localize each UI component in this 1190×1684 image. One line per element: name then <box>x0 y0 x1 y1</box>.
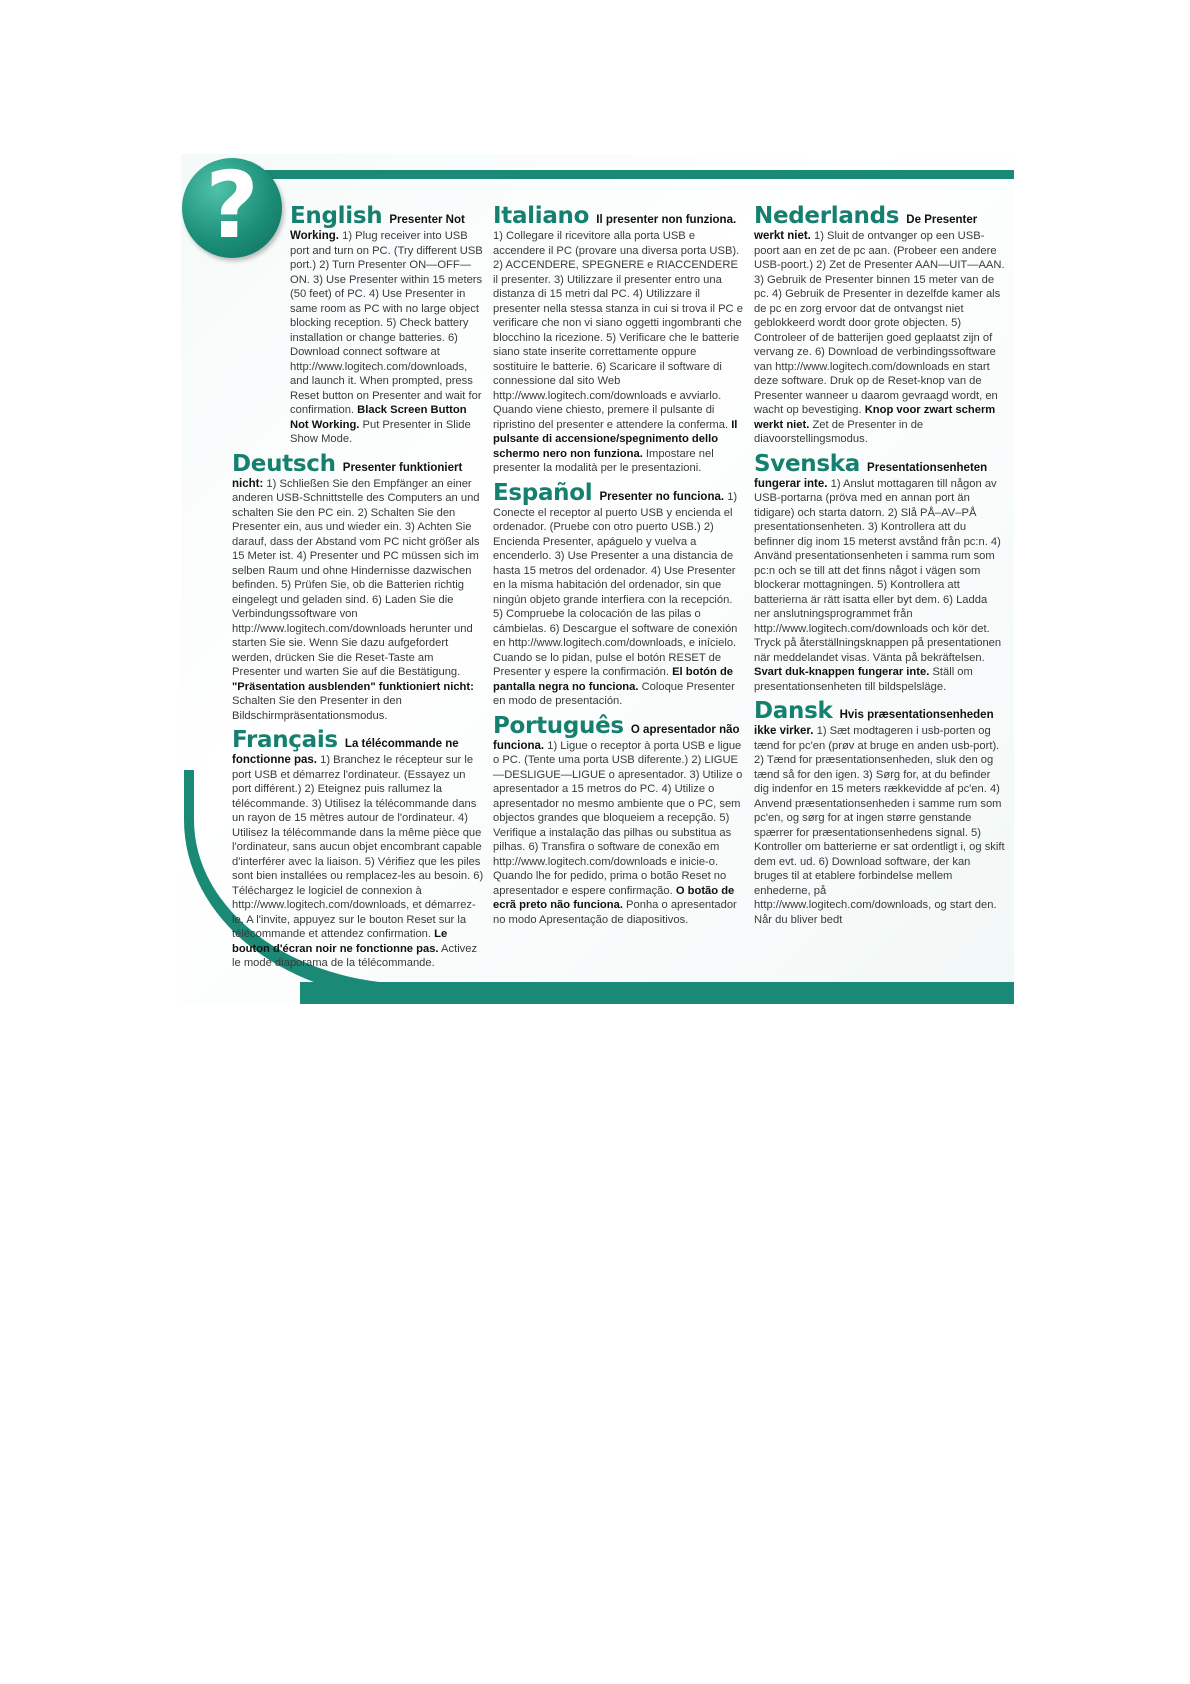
language-heading: Svenska <box>754 450 860 477</box>
section-body: 1) Ligue o receptor à porta USB e ligue o PC. (Tente uma porta USB diferente.) 2) LIGUE—DESLIGUE—LIGUE o apresentador. 3) Utilize o apresentador a 15 metros do PC. 4) Utilize o apresentador no mesmo ambiente que o PC, sem objectos grandes que bloqueiem a recepção. 5) Verifique a instalação das pilhas ou substitua as pilhas. 6) Transfira o software de conexão em http://www.logitech.com/downloads e inicie-o. Quando lhe for pedido, prima o botão Reset no apresentador e espere confirmação. <box>493 739 743 897</box>
section-tail: Impostare nel presenter la modalità per le presentazioni. <box>493 447 714 474</box>
section-nederlands <box>754 203 1006 447</box>
section-body: 1) Sæt modtageren i usb-porten og tænd for pc'en (prøv at bruge en anden usb-port). 2) Tænd for præsentationsenheden, sluk den og tænd så for den igen. 3) Sørg for, at du befinder dig indenfor en 15 meters rækkevidde af pc'en. 4) Anvend præsentationsenheden i samme rum som pc'en, og sørg for at ingen større genstande spærrer for præsentationsenhedens signal. 5) Kontroller om batterierne er sat ordentligt i, og skift dem evt. ud. 6) Download software, der kan bruges til at etablere forbindelse mellem enhederne, på http://www.logitech.com/downloads, og start den. Når du bliver bedt <box>754 725 1005 926</box>
section-bold-heading: Le bouton d'écran noir ne fonctionne pas. <box>232 928 448 955</box>
section-subtitle: Presenter Not Working. <box>290 214 465 242</box>
bottom-accent-bar <box>300 982 1014 1004</box>
section-body: 1) Plug receiver into USB port and turn on PC. (Try different USB port.) 2) Turn Presenter ON—OFF—ON. 3) Use Presenter within 15 meters (50 feet) of PC. 4) Use Presenter in same room as PC with no large object blocking reception. 5) Check battery installation or change batteries. 6) Download connect software at http://www.logitech.com/downloads, and launch it. When prompted, press Reset button on Presenter and wait for confirmation. <box>290 230 483 416</box>
section-subtitle: Presenter no funciona. <box>599 490 725 503</box>
section-tail: Ställ om presentationsenheten till bildspelsläge. <box>754 666 973 693</box>
section-body: 1) Collegare il ricevitore alla porta USB e accendere il PC (provare una diversa porta USB). 2) ACCENDERE, SPEGNERE e RIACCENDERE il presenter. 3) Utilizzare il presenter entro una distanza di 15 metri dal PC. 4) Utilizzare il presenter nella stessa stanza in cui si trova il PC e verificare che non vi siano oggetti ingombranti che blocchino la ricezione. 5) Verificare che le batterie siano state inserite correttamente oppure sostituire le batterie. 6) Scaricare il software di connessione dal sito Web http://www.logitech.com/downloads e avviarlo. Quando viene chiesto, premere il pulsante di ripristino del presenter e attendere la conferma. <box>493 230 743 431</box>
column-3 <box>754 203 1006 931</box>
section-bold-heading: Svart duk-knappen fungerar inte. <box>754 666 930 678</box>
section-body: 1) Anslut mottagaren till någon av USB-portarna (pröva med en annan port än tidigare) och starta datorn. 2) Slå PÅ–AV–PÅ presentationsenheten. 3) Kontrollera att du befinner dig inom 15 meterst avstånd från pc:n. 4) Använd presentationsenheten i samma rum som pc:n och se till att det finns något i vägen som blockerar mottagningen. 5) Kontrollera att batterierna är rätt isatta eller byt dem. 6) Ladda ner anslutningsprogrammet från http://www.logitech.com/downloads och kör det. Tryck på återställningsknappen på presentationen när meddelandet visas. Vänta på bekräftelsen. <box>754 477 1002 664</box>
section-subtitle: De Presenter werkt niet. <box>754 214 978 242</box>
language-heading: Deutsch <box>232 450 336 477</box>
section-portugues <box>493 713 743 928</box>
language-heading: Italiano <box>493 203 590 229</box>
section-bold-heading: El botón de pantalla negra no funciona. <box>493 666 733 693</box>
section-bold-heading: "Präsentation ausblenden" funktioniert nicht: <box>232 680 474 693</box>
section-subtitle: Hvis præsentationsenheden ikke virker. <box>754 709 994 737</box>
section-subtitle: La télécommande ne fonctionne pas. <box>232 738 459 766</box>
section-subtitle: O apresentador não funciona. <box>493 723 740 752</box>
section-tail: Schalten Sie den Presenter in den Bildschirmpräsentationsmodus. <box>232 695 402 722</box>
section-tail: Zet de Presenter in de diavoorstellingsmodus. <box>754 418 924 445</box>
section-subtitle: Presentationsenheten fungerar inte. <box>754 461 988 490</box>
section-english <box>232 203 484 447</box>
section-tail: Ponha o apresentador no modo Apresentação de diapositivos. <box>493 899 737 926</box>
section-subtitle: Il presenter non funziona. <box>596 214 737 226</box>
section-bold-heading: Black Screen Button Not Working. <box>290 404 467 431</box>
section-tail: Activez le mode diaporama de la télécommande. <box>232 942 478 969</box>
column-1 <box>232 203 484 975</box>
section-subtitle: Presenter funktioniert nicht: <box>232 461 463 490</box>
section-italiano <box>493 203 743 476</box>
section-bold-heading: O botão de ecrã preto não funciona. <box>493 884 735 911</box>
section-deutsch <box>232 451 484 724</box>
column-2 <box>493 203 743 931</box>
language-heading: English <box>290 203 383 229</box>
question-mark-icon: ? <box>182 158 282 258</box>
section-body: 1) Sluit de ontvanger op een USB-poort aan en zet de pc aan. (Probeer een andere USB-poort.) 2) Zet de Presenter AAN—UIT—AAN. 3) Gebruik de Presenter binnen 15 meter van de pc. 4) Gebruik de Presenter in dezelfde kamer als de pc en zorg ervoor dat de ontvangst niet geblokkeerd wordt door grote objecten. 5) Controleer of de batterijen goed geplaatst zijn of vervang ze. 6) Download de verbindingssoftware van http://www.logitech.com/downloads en start deze software. Druk op de Reset-knop van de Presenter wanneer u daarom gevraagd wordt, en wacht op bevestiging. <box>754 230 1005 416</box>
section-tail: Put Presenter in Slide Show Mode. <box>290 418 471 445</box>
language-heading: Nederlands <box>754 203 900 229</box>
section-tail: Coloque Presenter en modo de presentación. <box>493 680 735 707</box>
language-heading: Español <box>493 479 593 506</box>
section-bold-heading: Il pulsante di accensione/spegnimento dello schermo nero non funziona. <box>493 418 738 460</box>
section-body: 1) Schließen Sie den Empfänger an einer anderen USB-Schnittstelle des Computers an und schalten Sie den PC ein. 2) Schalten Sie den Presenter ein, aus und wieder ein. 3) Achten Sie darauf, dass der Abstand vom PC nicht größer als 15 Meter ist. 4) Presenter und PC müssen sich im selben Raum und ohne Hindernisse dazwischen befinden. 5) Prüfen Sie, ob die Batterien richtig eingelegt und geladen sind. 6) Laden Sie die Verbindungssoftware von http://www.logitech.com/downloads herunter und starten Sie sie. Wenn Sie dazu aufgefordert werden, drücken Sie die Reset-Taste am Presenter und warten Sie auf die Bestätigung. <box>232 477 480 678</box>
section-body: 1) Conecte el receptor al puerto USB y encienda el ordenador. (Pruebe con otro puerto USB.) 2) Encienda Presenter, apáguelo y vuelva a encenderlo. 3) Use Presenter a una distancia de hasta 15 metros del ordenador. 4) Use Presenter en la misma habitación del ordenador, sin que ningún objeto grande interfiera con la recepción. 5) Compruebe la colocación de las pilas o cámbielas. 6) Descargue el software de conexión en http://www.logitech.com/downloads, e inícielo. Cuando se lo pidan, pulse el botón RESET de Presenter y espere la confirmación. <box>493 490 738 678</box>
section-dansk <box>754 698 1006 927</box>
section-francais <box>232 727 484 971</box>
language-heading: Dansk <box>754 698 833 724</box>
language-heading: Français <box>232 727 338 753</box>
section-bold-heading: Knop voor zwart scherm werkt niet. <box>754 404 996 431</box>
top-accent-bar <box>262 170 1014 179</box>
section-svenska <box>754 451 1006 695</box>
section-espanol <box>493 480 743 709</box>
section-body: 1) Branchez le récepteur sur le port USB et démarrez l'ordinateur. (Essayez un port différent.) 2) Eteignez puis rallumez la télécommande. 3) Utilisez la télécommande dans un rayon de 15 mètres autour de l'ordinateur. 4) Utilisez la télécommande dans la même pièce que l'ordinateur, sans aucun objet encombrant capable d'interférer avec la liaison. 5) Vérifiez que les piles sont bien installées ou remplacez-les au besoin. 6) Téléchargez le logiciel de connexion à http://www.logitech.com/downloads, et démarrez-le. A l'invite, appuyez sur le bouton Reset sur la télécommande et attendez confirmation. <box>232 754 484 940</box>
language-heading: Português <box>493 712 624 739</box>
